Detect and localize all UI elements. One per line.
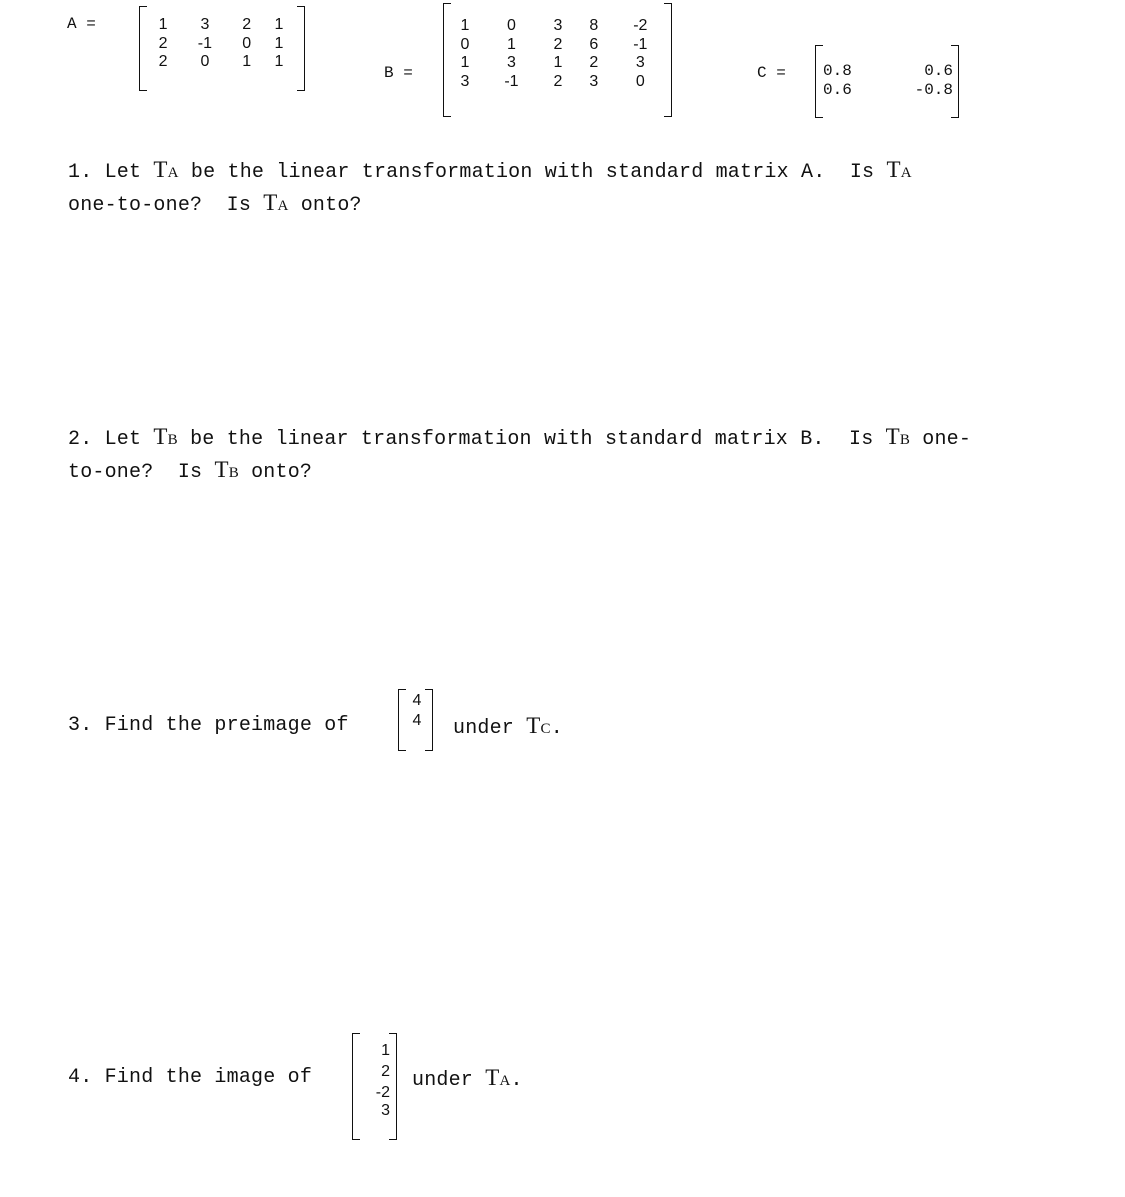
matrix-b-cell: 0 [635,72,645,90]
matrix-c [815,45,959,118]
matrix-a-cell: 1 [274,34,284,52]
q4-end: . [510,1069,523,1092]
matrix-a-grid [147,16,295,72]
q2-line2-end: onto? [238,461,313,484]
q1-t-subscript-3: A [277,198,289,214]
matrix-b-cell: 6 [589,35,599,53]
matrix-a-left-bracket [139,6,147,91]
q4-vector-right-bracket [389,1033,397,1140]
question-1-line-2 [68,188,912,221]
question-2-line-1 [68,422,971,455]
matrix-a-cell: 1 [242,53,252,71]
q1-mid-text: be the linear transformation with standard matrix A. Is [178,161,887,184]
matrix-a-cell: 1 [274,53,284,71]
matrix-b-cell: -1 [633,35,648,53]
matrix-b-cell: 1 [506,35,516,53]
q2-t-symbol-3: T [214,457,229,482]
question-1 [68,155,912,221]
matrix-b-cell: 1 [460,54,470,72]
q3-end: . [550,717,563,740]
q1-prefix: 1. Let [68,161,154,184]
matrix-b-cell: 3 [589,72,599,90]
matrix-b-label: B = [384,64,413,82]
q4-vector-cell: 1 [381,1041,390,1059]
q4-t-symbol: T [485,1065,500,1090]
q2-t-subscript-3: B [228,465,239,481]
matrix-a-cell: 2 [158,34,168,52]
q4-suffix-text: under [412,1069,486,1092]
question-4-vector [352,1033,397,1140]
matrix-a-right-bracket [297,6,305,91]
question-4-suffix [412,1063,523,1096]
matrix-c-cell: 0.8 [823,62,852,81]
matrix-b-cell: 2 [553,72,563,90]
matrix-a-cell: 0 [200,53,210,71]
matrix-c-cell: -0.8 [914,80,953,99]
q1-t-symbol-3: T [263,190,278,215]
matrix-b-cell: 2 [553,35,563,53]
matrix-b-grid [447,17,669,91]
q3-t-symbol: T [526,713,541,738]
matrix-b-cell: 8 [589,17,599,35]
matrix-a-cell: -1 [197,34,212,52]
matrix-b-cell: -1 [504,72,519,90]
matrix-c-cell: 0.6 [924,62,953,81]
q2-line1-end: one- [910,428,972,451]
matrix-c-left-bracket [815,45,823,118]
matrix-c-grid [823,62,953,99]
q4-t-subscript: A [499,1073,511,1089]
question-1-line-1 [68,155,912,188]
question-3-prefix: 3. Find the preimage of [68,714,349,737]
q3-vector-grid [401,691,433,731]
q1-line2-text: one-to-one? Is [68,194,264,217]
matrix-a-cell: 1 [274,16,284,34]
matrix-b-cell: 0 [506,17,516,35]
q1-t-symbol-2: T [886,157,901,182]
matrix-c-label: C = [757,64,786,82]
question-2 [68,422,971,488]
q4-vector-cell: 3 [381,1101,390,1119]
question-3-vector [398,689,433,751]
matrix-b-cell: 1 [553,54,563,72]
matrix-c-cell: 0.6 [823,80,852,99]
matrix-b-cell: 3 [460,72,470,90]
q3-vector-cell: 4 [412,691,422,709]
q2-t-symbol-2: T [885,424,900,449]
matrix-b-cell: 2 [589,54,599,72]
q1-t-symbol: T [153,157,168,182]
q4-vector-left-bracket [352,1033,360,1140]
matrix-b-cell: 3 [635,54,645,72]
matrix-a-cell: 2 [242,16,252,34]
q4-vector-cell: -2 [375,1083,390,1101]
q2-t-subscript: B [167,432,178,448]
q2-line2-text: to-one? Is [68,461,215,484]
matrix-b-cell: -2 [633,17,648,35]
matrix-a-label: A = [67,15,96,33]
matrix-b-cell: 1 [460,17,470,35]
q2-mid-text: be the linear transformation with standard matrix B. Is [177,428,886,451]
question-4-prefix: 4. Find the image of [68,1066,313,1089]
question-2-line-2 [68,455,971,488]
matrix-a-cell: 0 [242,34,252,52]
matrix-b-cell: 0 [460,35,470,53]
matrix-a-cell: 3 [200,16,210,34]
matrix-b-cell: 3 [553,17,563,35]
q1-t-subscript-2: A [900,165,912,181]
matrix-a [139,6,305,91]
q1-t-subscript: A [167,165,179,181]
q4-vector-cell: 2 [381,1062,390,1080]
matrix-a-cell: 1 [158,16,168,34]
question-3-suffix [453,711,563,744]
q2-t-symbol: T [153,424,168,449]
q1-line2-end: onto? [288,194,362,217]
matrix-b [443,3,672,117]
q2-t-subscript-2: B [899,432,911,448]
q3-t-subscript: C [540,721,551,737]
q3-vector-cell: 4 [412,711,422,729]
q4-vector-grid [360,1041,390,1119]
q2-prefix: 2. Let [68,428,154,451]
q3-suffix-text: under [453,717,527,740]
matrix-b-cell: 3 [506,54,516,72]
matrix-a-cell: 2 [158,53,168,71]
